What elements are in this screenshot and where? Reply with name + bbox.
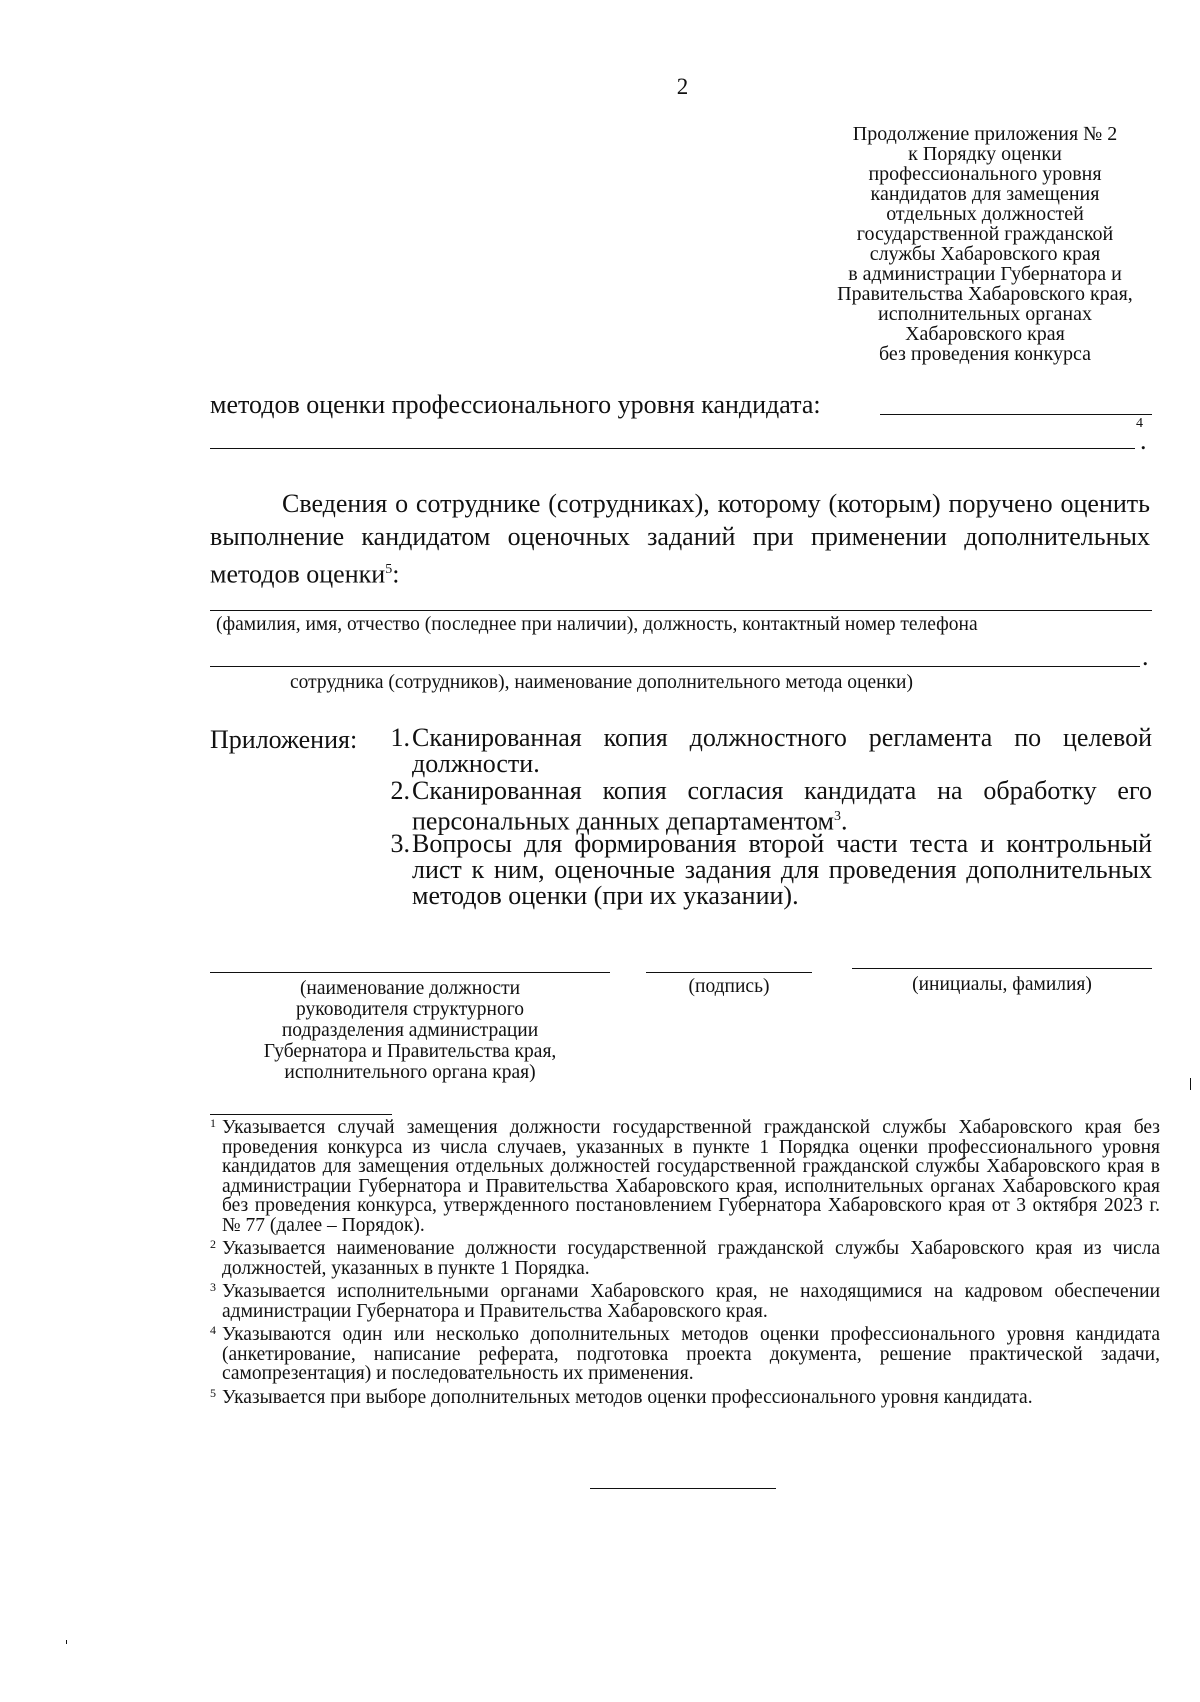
attachment-item — [380, 725, 1152, 777]
scan-mark — [66, 1640, 67, 1644]
appendix-header-line: исполнительных органах — [878, 303, 1092, 325]
attachment-number: 2. — [390, 776, 410, 805]
footnote-number: 3 — [210, 1280, 216, 1294]
appendix-header-line: службы Хабаровского края — [869, 243, 1101, 265]
footnote-number: 4 — [210, 1323, 216, 1337]
hint-line-1: (фамилия, имя, отчество (последнее при наличии), должность, контактный номер телефона — [216, 614, 978, 635]
attachment-number: 3. — [390, 829, 410, 858]
end-separator — [590, 1488, 776, 1489]
footnote — [210, 1385, 1160, 1408]
footnote — [210, 1325, 1160, 1384]
attachment-tail: . — [840, 806, 848, 836]
appendix-header-line: государственной гражданской — [856, 223, 1114, 245]
methods-footnote-ref: 4 — [1136, 416, 1143, 431]
appendix-header-line: Правительства Хабаровского края, — [837, 283, 1133, 305]
footnote-number: 2 — [210, 1237, 216, 1251]
employee-paragraph — [210, 487, 1150, 591]
footnote-text: Указывается при выборе дополнительных методов оценки профессионального уровня кандидата. — [222, 1386, 1033, 1408]
position-signature-line — [210, 972, 610, 973]
attachments-label: Приложения: — [210, 725, 358, 754]
position-caption-line: подразделения администрации — [281, 1020, 539, 1041]
hint-line-2: сотрудника (сотрудников), наименование дополнительного метода оценки) — [290, 672, 913, 693]
employee-fill-line-1 — [210, 610, 1152, 611]
appendix-header-line: к Порядку оценки — [908, 143, 1062, 165]
attachment-item — [380, 778, 1152, 835]
appendix-header-line: в администрации Губернатора и — [848, 263, 1122, 285]
methods-label: методов оценки профессионального уровня кандидата: — [210, 390, 821, 419]
methods-fill-line-2 — [210, 448, 1135, 449]
position-caption-line: исполнительного органа края) — [284, 1062, 536, 1083]
methods-fill-line — [880, 414, 1152, 415]
footnote — [210, 1239, 1160, 1278]
methods-period: . — [1140, 426, 1147, 455]
footnote-number: 5 — [210, 1385, 216, 1400]
appendix-header-line: отдельных должностей — [886, 203, 1084, 225]
footnote-number: 1 — [210, 1116, 216, 1130]
appendix-header-line: Хабаровского края — [905, 323, 1065, 345]
appendix-header-line: Продолжение приложения № 2 — [852, 123, 1118, 145]
footnote-separator — [210, 1114, 392, 1115]
footnotes — [210, 1118, 1160, 1411]
footnote-text: Указывается случай замещения должности государственной гражданской службы Хабаровского края без проведения конкурса из числа случаев, указанных в пункте 1 Порядка оценки профессионального уровня кандидатов для замещения отдельных должностей государственной гражданской службы Хабаровского края в администрации Губернатора и Правительства Хабаровского края, исполнительных органах Хабаровского края без проведения конкурса, утвержденного постановлением Губернатора Хабаровского края от 3 октября 2023 г. № 77 (далее – Порядок). — [222, 1117, 1160, 1236]
footnote — [210, 1282, 1160, 1321]
attachment-text-wrap — [412, 778, 1152, 835]
signature-line — [646, 972, 812, 973]
attachment-text: Сканированная копия согласия кандидата на обработку его персональных данных департаментом — [412, 776, 1152, 836]
footnote-text: Указывается исполнительными органами Хабаровского края, не находящимися на кадровом обеспечении администрации Губернатора и Правительства Хабаровского края. — [222, 1281, 1160, 1322]
appendix-header-line: кандидатов для замещения — [870, 183, 1100, 205]
attachment-number: 1. — [390, 723, 410, 752]
appendix-header-line: профессионального уровня — [868, 163, 1102, 185]
scan-mark — [1190, 1078, 1191, 1090]
position-caption — [210, 978, 610, 1083]
employee-footnote-ref: 5 — [385, 562, 393, 577]
footnote — [210, 1118, 1160, 1235]
page-number: 2 — [676, 74, 689, 99]
attachment-text: Сканированная копия должностного регламента по целевой должности. — [412, 723, 1152, 778]
employee-fill-line-2 — [210, 666, 1140, 667]
name-signature-line — [852, 968, 1152, 969]
attachment-text: Вопросы для формирования второй части теста и контрольный лист к ним, оценочные задания для проведения дополнительных методов оценки (при их указании). — [412, 829, 1152, 910]
name-caption: (инициалы, фамилия) — [912, 974, 1092, 995]
employee-paragraph-text: Сведения о сотруднике (сотрудниках), которому (которым) поручено оценить выполнение кандидатом оценочных заданий при применении дополнительных методов оценки — [210, 489, 1150, 589]
position-caption-line: (наименование должности — [299, 978, 521, 999]
employee-colon: : — [392, 559, 400, 589]
appendix-header — [770, 124, 1200, 364]
footnote-text: Указывается наименование должности государственной гражданской службы Хабаровского края из числа должностей, указанных в пункте 1 Порядка. — [222, 1238, 1160, 1279]
position-caption-line: Губернатора и Правительства края, — [263, 1041, 557, 1062]
attachment-item — [380, 831, 1152, 909]
appendix-header-line: без проведения конкурса — [878, 343, 1092, 365]
footnote-text: Указываются один или несколько дополнительных методов оценки профессионального уровня кандидата (анкетирование, написание реферата, подготовка проекта документа, решение практической задачи, самопрезентация) и последовательность их применения. — [222, 1324, 1160, 1384]
position-caption-line: руководителя структурного — [296, 999, 524, 1020]
signature-caption: (подпись) — [688, 976, 770, 997]
attachment-footnote-ref: 3 — [833, 809, 841, 824]
employee-period: . — [1142, 642, 1149, 671]
